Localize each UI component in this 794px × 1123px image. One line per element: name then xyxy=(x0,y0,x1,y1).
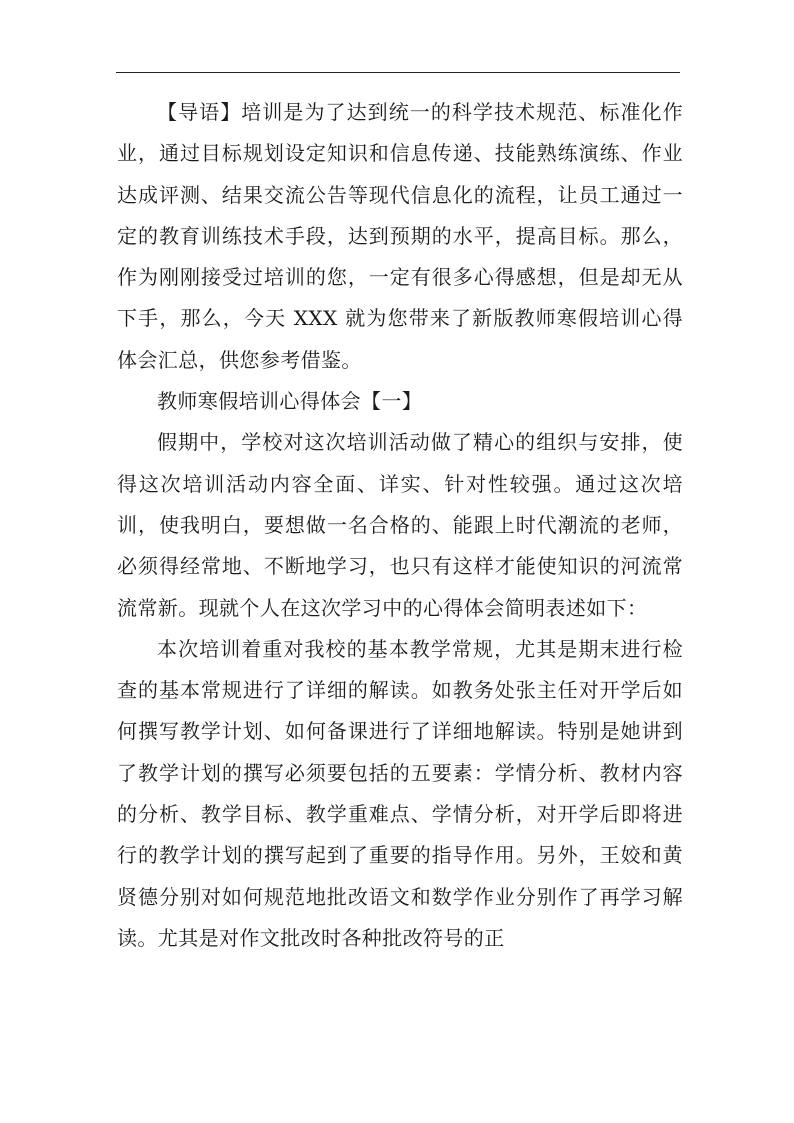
body-paragraph: 本次培训着重对我校的基本教学常规，尤其是期末进行检查的基本常规进行了详细的解读。如教务处张主任对开学后如何撰写教学计划、如何备课进行了详细地解读。特别是她讲到了教学计划的撰写必须要包括的五要素：学情分析、教材内容的分析、教学目标、教学重难点、学情分析，对开学后即将进行的教学计划的撰写起到了重要的指导作用。另外，王姣和黄贤德分别对如何规范地批改语文和数学作业分别作了再学习解读。尤其是对作文批改时各种批改符号的正 xyxy=(117,636,683,950)
intro-paragraph: 【导语】培训是为了达到统一的科学技术规范、标准化作业，通过目标规划设定知识和信息传递、技能熟练演练、作业达成评测、结果交流公告等现代信息化的流程，让员工通过一定的教育训练技术手段，达到预期的水平，提高目标。那么，作为刚刚接受过培训的您，一定有很多心得感想，但是却无从下手，那么，今天 XXX 就为您带来了新版教师寒假培训心得体会汇总，供您参考借鉴。 xyxy=(117,100,683,372)
header-divider xyxy=(116,72,680,73)
section-heading: 教师寒假培训心得体会【一】 xyxy=(157,389,423,414)
document-body xyxy=(117,92,683,959)
body-paragraph: 假期中，学校对这次培训活动做了精心的组织与安排，使得这次培训活动内容全面、详实、针对性较强。通过这次培训，使我明白，要想做一名合格的、能跟上时代潮流的老师，必须得经常地、不断地学习，也只有这样才能使知识的河流常流常新。现就个人在这次学习中的心得体会简明表述如下： xyxy=(117,430,683,620)
